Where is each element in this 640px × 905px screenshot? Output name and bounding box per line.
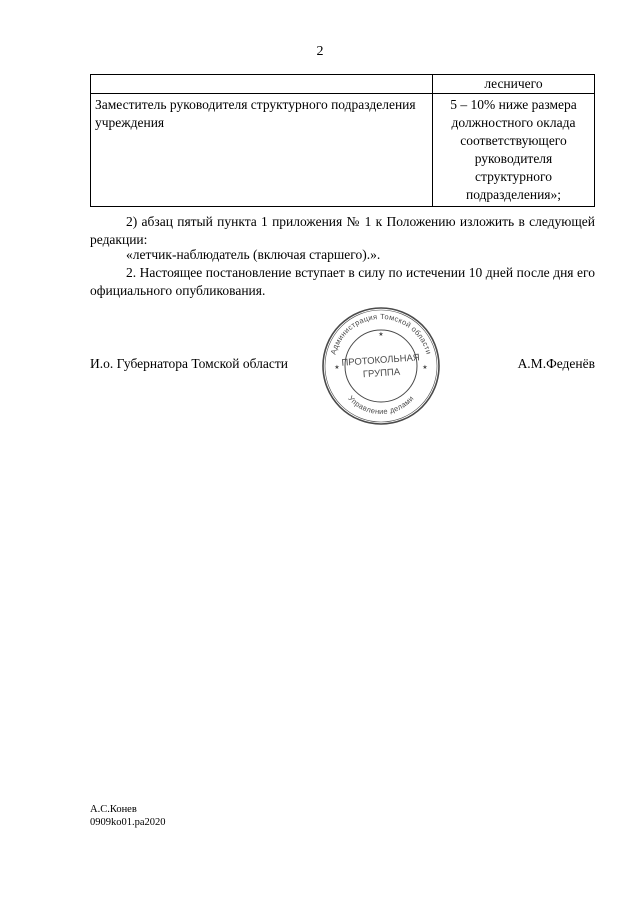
table-cell-salary (433, 94, 595, 207)
salary-line: 5 – 10% ниже размера (450, 97, 577, 112)
positions-table (90, 74, 595, 207)
salary-line: структурного (475, 169, 552, 184)
salary-line: должностного оклада (451, 115, 576, 130)
table-row (91, 75, 595, 94)
stamp-star-icon: ★ (422, 365, 428, 371)
signer-position: И.о. Губернатора Томской области (90, 356, 288, 371)
stamp-star-icon: ★ (378, 332, 384, 338)
svg-text:Управление делами (346, 394, 415, 416)
table-cell-position: Заместитель руководителя структурного подразделения учреждения (91, 94, 433, 207)
table-cell-salary: лесничего (433, 75, 595, 94)
stamp-bottom-text: Управление делами (346, 393, 416, 417)
salary-line: соответствующего (460, 133, 567, 148)
table-cell-position (91, 75, 433, 94)
official-stamp (320, 305, 442, 427)
stamp-star-icon: ★ (334, 365, 340, 371)
salary-line: руководителя (474, 151, 553, 166)
footer-author: А.С.Конев (90, 804, 137, 815)
footer-code: 0909ko01.pa2020 (90, 817, 166, 828)
salary-line: подразделения»; (465, 187, 562, 202)
signer-name: А.М.Феденёв (517, 356, 595, 371)
table-row (91, 94, 595, 207)
stamp-center-line2: ГРУППА (362, 366, 401, 381)
paragraph-quote: «летчик-наблюдатель (включая старшего).». (126, 247, 381, 262)
page-number: 2 (316, 44, 324, 59)
stamp-center-line1: ПРОТОКОЛЬНАЯ (341, 352, 421, 369)
paragraph-effective-date: 2. Настоящее постановление вступает в силу по истечении 10 дней после дня его официального опубликования. (90, 265, 595, 298)
paragraph-amendment: 2) абзац пятый пункта 1 приложения № 1 к Положению изложить в следующей редакции: (90, 214, 595, 247)
stamp-top-text: Администрация Томской области (328, 311, 434, 356)
